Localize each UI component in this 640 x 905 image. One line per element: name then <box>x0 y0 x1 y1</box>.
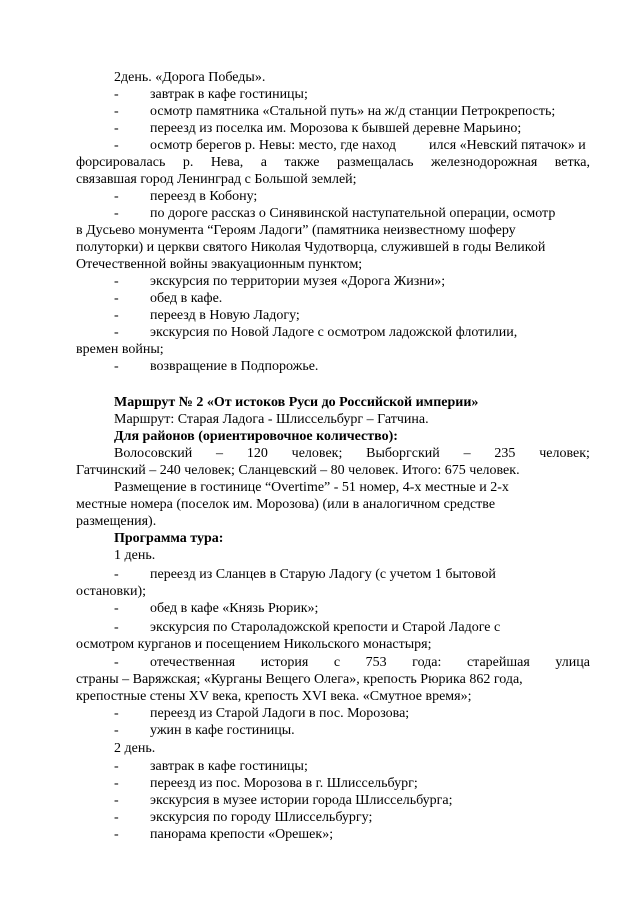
bullet-dash: - <box>114 308 119 323</box>
text-line <box>0 428 640 445</box>
list-item <box>0 324 640 341</box>
text-line <box>0 688 640 705</box>
word: старейшая <box>466 655 530 670</box>
list-item <box>0 137 640 154</box>
justified-words <box>114 445 590 462</box>
list-item-text: экскурсия по Новой Ладоге с осмотром ладожской флотилии, <box>150 325 518 340</box>
word: 753 <box>365 655 387 670</box>
word: Нева, <box>210 155 244 170</box>
list-item-text: ужин в кафе гостиницы. <box>150 723 295 738</box>
word: года: <box>412 655 442 670</box>
bullet-dash: - <box>114 827 119 842</box>
word: Волосовский <box>114 446 193 461</box>
text-line <box>0 513 640 530</box>
list-item <box>0 103 640 120</box>
word: 235 <box>494 446 516 461</box>
bullet-dash: - <box>114 189 119 204</box>
list-item-text: завтрак в кафе гостиницы; <box>150 759 308 774</box>
text-line <box>0 341 640 358</box>
text-line <box>0 239 640 256</box>
bullet-dash: - <box>114 325 119 340</box>
list-item <box>0 619 640 636</box>
text: в Дусьево монумента “Героям Ладоги” (памятника неизвестному шоферу <box>76 223 516 238</box>
list-item-text: переезд из пос. Морозова в г. Шлиссельбург; <box>150 776 418 791</box>
day2-heading-line <box>0 69 640 86</box>
text: остановки); <box>76 584 147 599</box>
word: железнодорожная <box>431 155 538 170</box>
list-item <box>0 600 640 617</box>
word: отечественная <box>150 655 236 670</box>
list-item-text: возвращение в Подпорожье. <box>150 359 319 374</box>
list-item <box>0 792 640 809</box>
bullet-dash: - <box>114 810 119 825</box>
text-line <box>0 222 640 239</box>
list-item-text: завтрак в кафе гостиницы; <box>150 87 308 102</box>
word: история <box>260 655 309 670</box>
list-item <box>0 775 640 792</box>
bullet-dash: - <box>114 274 119 289</box>
text: местные номера (поселок им. Морозова) (или в аналогичном средстве <box>76 497 496 512</box>
list-item <box>0 722 640 739</box>
word: 120 <box>246 446 268 461</box>
list-item-text: экскурсия по территории музея «Дорога Жизни»; <box>150 274 446 289</box>
text-line <box>0 171 640 188</box>
word: с <box>333 655 341 670</box>
bullet-dash: - <box>114 567 119 582</box>
list-item-text: переезд в Кобону; <box>150 189 258 204</box>
bullet-dash: - <box>114 601 119 616</box>
word: также <box>284 155 320 170</box>
list-item-text: экскурсия в музее истории города Шлиссельбурга; <box>150 793 453 808</box>
list-item <box>0 273 640 290</box>
text: Размещение в гостинице “Overtime” - 51 номер, 4-х местные и 2-х <box>114 480 509 495</box>
list-item <box>0 86 640 103</box>
list-item <box>0 758 640 775</box>
list-item-text: обед в кафе «Князь Рюрик»; <box>150 601 319 616</box>
day2-heading: 2день. «Дорога Победы». <box>114 70 266 85</box>
program-heading: Программа тура: <box>114 531 224 546</box>
word: ветка, <box>554 155 590 170</box>
word: р. <box>182 155 194 170</box>
day-heading: 1 день. <box>114 548 156 563</box>
list-item <box>0 205 640 222</box>
bullet-dash: - <box>114 776 119 791</box>
justified-line <box>0 154 640 171</box>
bullet-dash: - <box>114 291 119 306</box>
list-item <box>0 188 640 205</box>
list-item <box>0 290 640 307</box>
list-item <box>0 826 640 843</box>
list-item <box>0 566 640 583</box>
text-line <box>0 583 640 600</box>
bullet-dash: - <box>114 121 119 136</box>
bullet-dash: - <box>114 87 119 102</box>
text-line <box>0 411 640 428</box>
route-title-line <box>0 394 640 411</box>
text: Отечественной войны эвакуационным пунктом; <box>76 257 363 272</box>
justified-words <box>76 154 590 171</box>
list-item-text: переезд из Сланцев в Старую Ладогу (с учетом 1 бытовой <box>150 567 496 582</box>
text-line <box>0 530 640 547</box>
word: Выборгский <box>366 446 440 461</box>
text: размещения). <box>76 514 157 529</box>
word: улица <box>555 655 590 670</box>
list-item-text: осмотр берегов р. Невы: место, где наход <box>150 138 396 153</box>
list-item-text: ился «Невский пятачок» и <box>429 138 586 153</box>
word: человек; <box>539 446 590 461</box>
text: полуторки) и церкви святого Николая Чудотворца, служившей в годы Великой <box>76 240 546 255</box>
list-item-text: переезд из поселка им. Морозова к бывшей деревне Марьино; <box>150 121 522 136</box>
text: страны – Варяжская; «Курганы Вещего Олега», крепость Рюрика 862 года, <box>76 672 523 687</box>
text-line <box>0 740 640 757</box>
bullet-dash: - <box>114 620 119 635</box>
text-line <box>0 479 640 496</box>
list-item <box>0 705 640 722</box>
bullet-dash: - <box>114 138 119 153</box>
text-line <box>0 496 640 513</box>
word: – <box>216 446 224 461</box>
word: а <box>260 155 267 170</box>
word: форсировалась <box>76 155 166 170</box>
justified-line <box>0 445 640 462</box>
text: времен войны; <box>76 342 164 357</box>
word: – <box>463 446 471 461</box>
bullet-dash: - <box>114 706 119 721</box>
justified-words <box>150 654 590 671</box>
list-item-text: панорама крепости «Орешек»; <box>150 827 334 842</box>
bullet-dash: - <box>114 723 119 738</box>
bullet-dash: - <box>114 759 119 774</box>
bullet-dash: - <box>114 793 119 808</box>
list-item-text: по дороге рассказ о Синявинской наступательной операции, осмотр <box>150 206 556 221</box>
list-item-text: экскурсия по Староладожской крепости и Старой Ладоге с <box>150 620 501 635</box>
bullet-dash: - <box>114 359 119 374</box>
route-line: Маршрут: Старая Ладога - Шлиссельбург – Гатчина. <box>114 412 429 427</box>
list-item <box>0 358 640 375</box>
list-item-text: переезд из Старой Ладоги в пос. Морозова; <box>150 706 410 721</box>
text: Гатчинский – 240 человек; Сланцевский – 80 человек. Итого: 675 человек. <box>76 463 520 478</box>
route-title: Маршрут № 2 «От истоков Руси до Российской империи» <box>114 395 479 410</box>
text: крепостные стены XV века, крепость XVI века. «Смутное время»; <box>76 689 472 704</box>
list-item-text: осмотр памятника «Стальной путь» на ж/д станции Петрокрепость; <box>150 104 556 119</box>
text-line <box>0 462 640 479</box>
list-item <box>0 809 640 826</box>
word: размещалась <box>336 155 414 170</box>
list-item <box>0 307 640 324</box>
list-item-text: экскурсия по городу Шлиссельбургу; <box>150 810 373 825</box>
text-line <box>0 671 640 688</box>
bullet-dash: - <box>114 655 119 670</box>
text: связавшая город Ленинград с Большой землей; <box>76 172 357 187</box>
text-line <box>0 547 640 564</box>
bullet-dash: - <box>114 104 119 119</box>
districts-heading: Для районов (ориентировочное количество): <box>114 429 398 444</box>
list-item-text: обед в кафе. <box>150 291 223 306</box>
text: осмотром курганов и посещением Никольского монастыря; <box>76 637 432 652</box>
list-item-text: переезд в Новую Ладогу; <box>150 308 300 323</box>
list-item <box>0 120 640 137</box>
word: человек; <box>291 446 343 461</box>
bullet-dash: - <box>114 206 119 221</box>
text-line <box>0 256 640 273</box>
day-heading: 2 день. <box>114 741 156 756</box>
text-line <box>0 636 640 653</box>
list-item <box>0 654 640 671</box>
